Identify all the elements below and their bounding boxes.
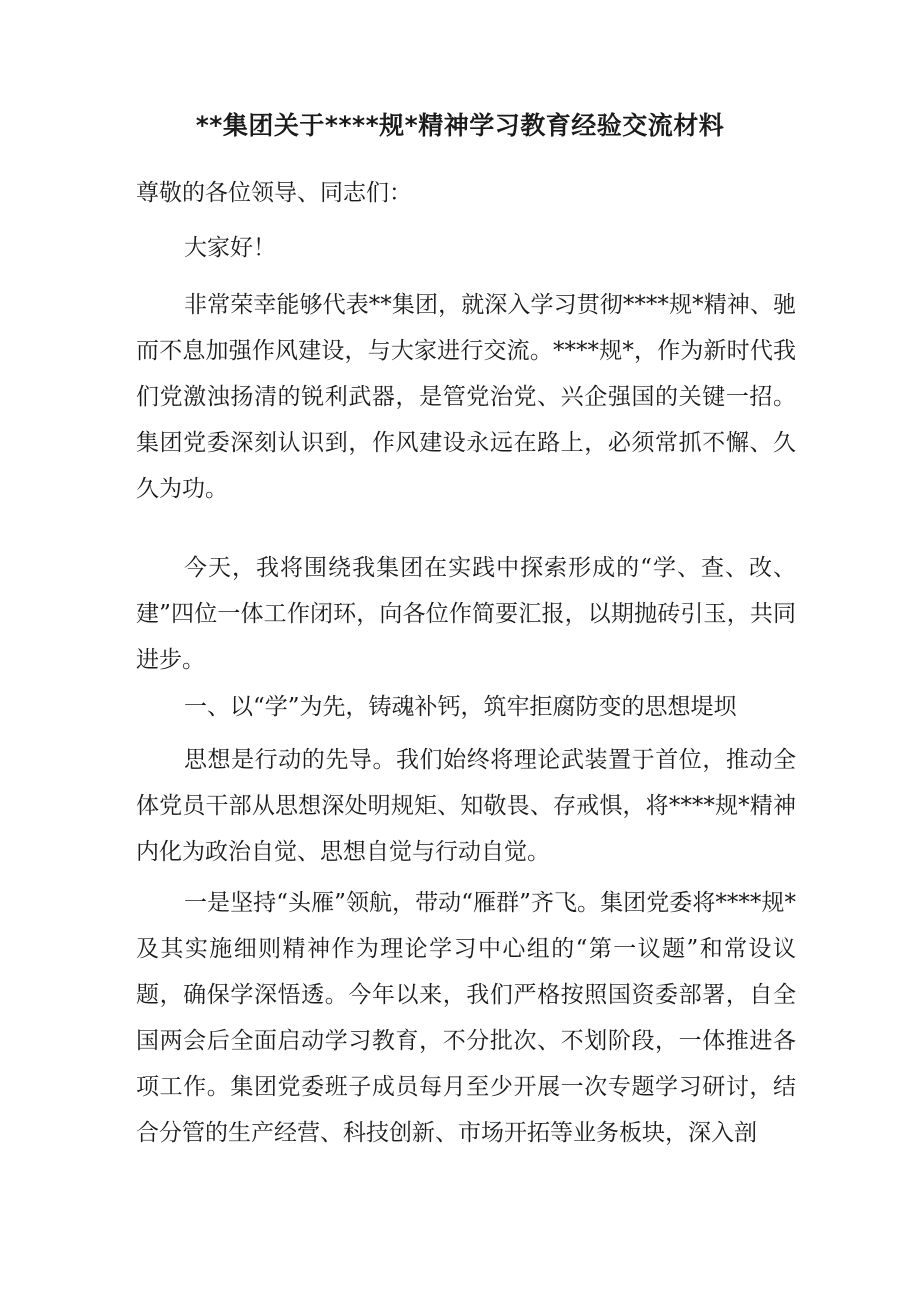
paragraph-point-1: 一是坚持“头雁”领航，带动“雁群”齐飞。集团党委将****规*及其实施细则精神作为理论学习中心组的“第一议题”和常设议题，确保学深悟透。今年以来，我们严格按照国资委部署，自全国两会后全面启动学习教育，不分批次、不划阶段，一体推进各项工作。集团党委班子成员每月至少开展一次专题学习研讨，结合分管的生产经营、科技创新、市场开拓等业务板块，深入剖 [136, 890, 796, 1146]
paragraph-intro: 非常荣幸能够代表**集团，就深入学习贯彻****规*精神、驰而不息加强作风建设，与大家进行交流。****规*，作为新时代我们党激浊扬清的锐利武器，是管党治党、兴企强国的关键一招。集团党委深刻认识到，作风建设永远在路上，必须常抓不懈、久久为功。 [136, 292, 797, 502]
salutation: 尊敬的各位领导、同志们： [136, 180, 412, 206]
greeting: 大家好！ [184, 235, 276, 261]
section-heading-1: 一、以“学”为先，铸魂补钙，筑牢拒腐防变的思想堤坝 [184, 694, 737, 720]
paragraph-section-1: 思想是行动的先导。我们始终将理论武装置于首位，推动全体党员干部从思想深处明规矩、知敬畏、存戒惧，将****规*精神内化为政治自觉、思想自觉与行动自觉。 [136, 747, 796, 865]
paragraph-overview: 今天，我将围绕我集团在实践中探索形成的“学、查、改、建”四位一体工作闭环，向各位作简要汇报，以期抛砖引玉，共同进步。 [136, 555, 796, 673]
document-title: **集团关于****规*精神学习教育经验交流材料 [195, 111, 725, 140]
